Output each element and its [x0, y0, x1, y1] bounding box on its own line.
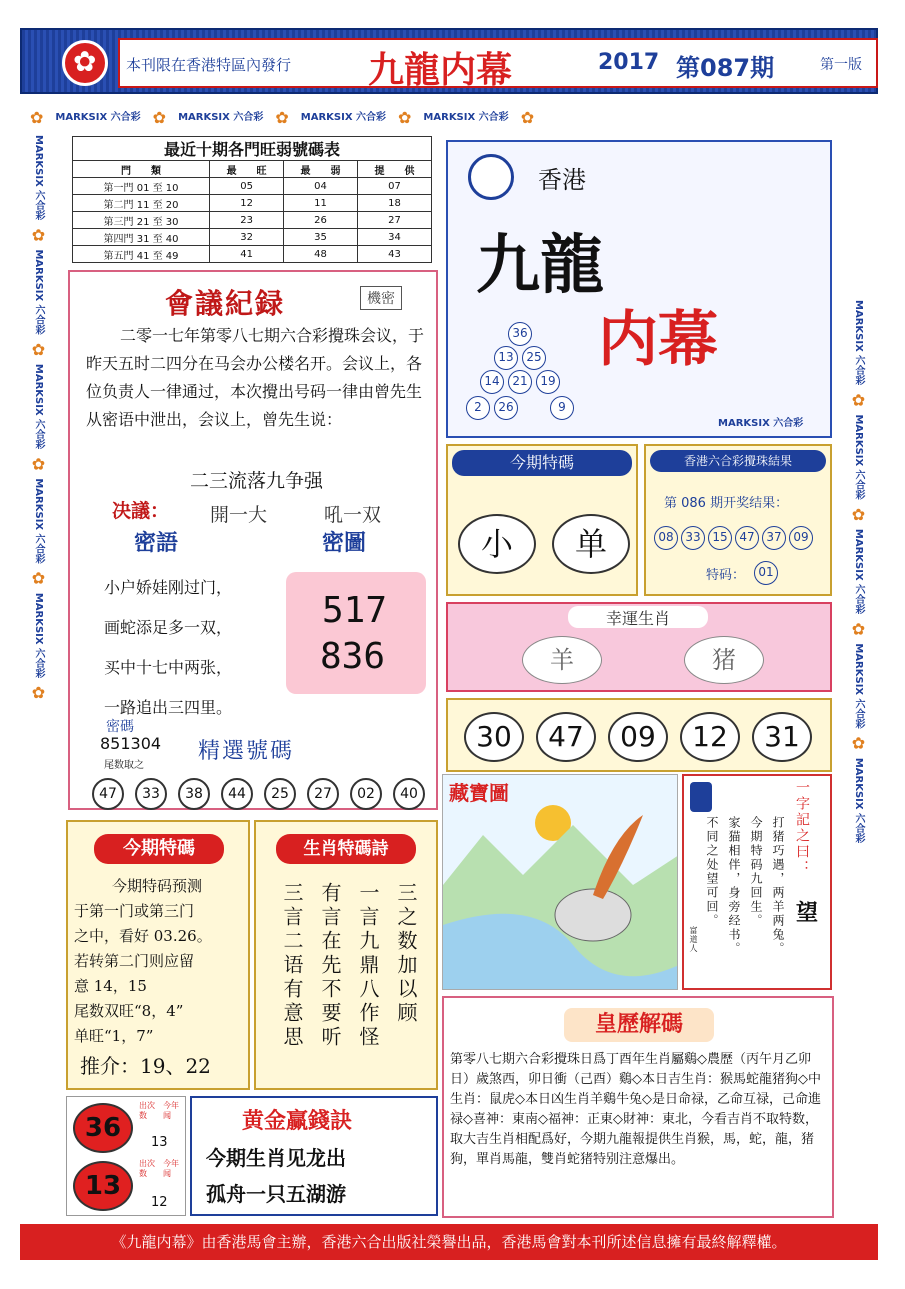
brand-text: MARKSIX 六合彩: [853, 643, 864, 729]
lucky-ball: 09: [608, 712, 668, 762]
special2-text: [74, 874, 250, 1049]
flower-icon: ✿: [29, 683, 48, 703]
pyramid-ball: 14: [480, 370, 504, 394]
poem2-col: 三之数加以顾: [394, 882, 418, 1026]
pyramid-ball: 19: [536, 370, 560, 394]
almanac-panel: [442, 996, 834, 1218]
pyramid-ball: 36: [508, 322, 532, 346]
lucky-ball: 30: [464, 712, 524, 762]
pyramid-ball: 25: [522, 346, 546, 370]
handwritten-line: 836: [320, 636, 386, 677]
table-cell: 27: [358, 212, 432, 229]
special-label: 特码：: [706, 568, 746, 583]
flower-icon: ✿: [29, 454, 48, 474]
number-ball: 44: [221, 778, 253, 810]
table-cell: 第二門 11 至 20: [73, 195, 210, 212]
code-note: 尾数取之: [104, 760, 144, 771]
lamp-icon: [690, 782, 712, 812]
treasure-title: 藏寶圖: [449, 781, 509, 805]
table-cell: 07: [358, 178, 432, 195]
table-cell: 11: [284, 195, 358, 212]
brand-text: MARKSIX 六合彩: [300, 112, 387, 123]
table-cell: 18: [358, 195, 432, 212]
table-cell: 48: [284, 246, 358, 263]
pig-icon: 猪: [712, 646, 736, 674]
oneword-word: 望: [796, 901, 819, 926]
hot-cold-table-panel: [72, 136, 432, 263]
table-header: 門 類: [73, 161, 210, 178]
decision-label: 决議：: [112, 500, 170, 522]
decision-1: 開一大: [210, 504, 268, 526]
brand-text: MARKSIX 六合彩: [33, 478, 44, 564]
count-ball: 36: [73, 1103, 133, 1153]
special2-line: 单旺“1，7”: [74, 1027, 154, 1045]
special-value: 单: [552, 514, 630, 574]
secret-words-label: 密語: [134, 531, 179, 556]
table-cell: 第一門 01 至 10: [73, 178, 210, 195]
almanac-body: 第零八七期六合彩攪珠日爲丁酉年生肖屬鷄◇農歷（丙午月乙卯日）歲煞西，卯日衝（己酉）鷄◇本日吉生肖：猴馬蛇龍猪狗◇中生肖：鼠虎◇本日凶生肖羊鷄牛兔◇是日命禄，乙命互禄，己命進禄◇喜神：東南◇福神：正東◇財神：東北，今看吉肖不取特数，取大吉生肖相配爲好，今期九龍報提供生肖猴，馬，蛇，龍，猪狗，單肖馬龍，雙肖蛇猪特别注意爆出。: [450, 1052, 821, 1167]
poem-line: 买中十七中两张，: [104, 658, 233, 677]
number-ball: 25: [264, 778, 296, 810]
oneword-col: 今期特码九回生。: [749, 816, 763, 928]
poem2-col: 三言二语有意思: [280, 882, 304, 1050]
oneword-panel: [682, 774, 832, 990]
lucky-numbers: [464, 712, 812, 762]
table-cell: 05: [210, 178, 284, 195]
logo-panel: [446, 140, 832, 438]
flower-icon: ✿: [29, 568, 48, 588]
count-ball: 13: [73, 1161, 133, 1211]
flower-icon: ✿: [849, 504, 868, 524]
logo-title-1: 九龍: [476, 228, 604, 303]
flower-icon: ✿: [849, 733, 868, 753]
table-cell: 第三門 21 至 30: [73, 212, 210, 229]
secret-poem: [104, 568, 232, 728]
zodiac-animal: [684, 636, 764, 684]
top-brand-strip: [30, 108, 590, 130]
treasure-panel: [442, 774, 678, 990]
flower-icon: ✿: [29, 225, 48, 245]
oneword-col: 家猫相伴，身旁经书。: [727, 816, 741, 956]
oneword-sign: 富道人: [689, 926, 698, 953]
code-label: 密碼: [106, 719, 134, 735]
special2-line: 意 14，15: [74, 977, 147, 995]
brand-text: MARKSIX 六合彩: [55, 112, 141, 123]
lucky-ball: 12: [680, 712, 740, 762]
result-numbers: [654, 526, 813, 550]
meeting-quote: 二三流落九争强: [190, 470, 324, 492]
zodiac-panel: [446, 602, 832, 692]
decision-2: 吼一双: [324, 504, 382, 526]
number-ball: 40: [393, 778, 425, 810]
zodiac-animal: [522, 636, 602, 684]
result-subtitle: 第 086 期开奖结果：: [664, 496, 789, 511]
brand-text: MARKSIX 六合彩: [853, 300, 864, 386]
header-issue: 第087期: [676, 54, 775, 82]
rock-icon: [555, 889, 631, 941]
goat-icon: 羊: [550, 646, 574, 674]
header-edition: 第一版: [820, 57, 862, 73]
brand-text: MARKSIX 六合彩: [33, 135, 44, 221]
special2-line: 于第一门或第三门: [74, 902, 195, 920]
result-ball: 09: [789, 526, 813, 550]
poem2-panel: [254, 820, 438, 1090]
poem-line: 画蛇添足多一双，: [104, 618, 233, 637]
gold-line: 孤舟一只五湖游: [206, 1182, 346, 1206]
poem2-col: 一言九鼎八作怪: [356, 882, 380, 1050]
handwritten-line: 517: [322, 590, 388, 631]
table-title: 最近十期各門旺弱號碼表: [73, 137, 432, 161]
pyramid-ball: 26: [494, 396, 518, 420]
meeting-panel: [68, 270, 438, 810]
header-title: 九龍内幕: [368, 49, 513, 91]
count-label: 出次数: [139, 1159, 155, 1178]
logo-title-2: 内幕: [598, 305, 718, 375]
pyramid-ball: 13: [494, 346, 518, 370]
table-cell: 43: [358, 246, 432, 263]
table-header: 最 旺: [210, 161, 284, 178]
hk-emblem-icon: [62, 40, 108, 86]
secret-tag: 機密: [360, 286, 402, 310]
pyramid-ball: 21: [508, 370, 532, 394]
number-ball: 27: [307, 778, 339, 810]
table-cell: 26: [284, 212, 358, 229]
almanac-title: 皇歷解碼: [564, 1008, 714, 1042]
gold-title: 黄金赢錢訣: [242, 1108, 353, 1134]
result-panel: [644, 444, 832, 596]
table-row: [73, 229, 432, 246]
special-title: 今期特碼: [452, 450, 632, 476]
flower-icon: ✿: [520, 108, 535, 127]
table-row: [73, 212, 432, 229]
table-cell: 41: [210, 246, 284, 263]
left-brand-strip: [28, 135, 48, 1215]
special-value: 小: [458, 514, 536, 574]
table-cell: 04: [284, 178, 358, 195]
result-title: 香港六合彩攪珠結果: [650, 450, 826, 472]
table-cell: 23: [210, 212, 284, 229]
oneword-col: 打猪巧遇，两羊两兔。: [771, 816, 785, 956]
lucky-ball: 31: [752, 712, 812, 762]
poem2-col: 有言在先不要听: [318, 882, 342, 1050]
logo-emblem-icon: [468, 154, 514, 200]
brand-text: MARKSIX 六合彩: [423, 112, 509, 123]
secret-map-label: 密圖: [322, 531, 367, 556]
table-cell: 34: [358, 229, 432, 246]
count-value: 13: [151, 1135, 168, 1150]
select-numbers: [92, 778, 425, 810]
table-row: [73, 178, 432, 195]
count-value: 12: [151, 1195, 168, 1210]
flower-icon: ✿: [29, 339, 48, 359]
code-value: 851304: [100, 734, 162, 753]
logo-brand: MARKSIX 六合彩: [718, 418, 804, 429]
special2-recommend: 推介：19、22: [80, 1054, 211, 1078]
gold-line: 今期生肖见龙出: [206, 1146, 346, 1170]
special2-line: 今期特码预测: [112, 877, 203, 895]
table-row: [73, 195, 432, 212]
oneword-title: 一字記之曰：: [794, 780, 810, 876]
brand-text: MARKSIX 六合彩: [853, 414, 864, 500]
logo-text-top: 香港: [538, 166, 586, 194]
header-bar: [20, 28, 878, 94]
poem2-title: 生肖特碼詩: [276, 834, 416, 864]
flower-icon: ✿: [398, 108, 412, 127]
meeting-body: 二零一七年第零八七期六合彩攪珠会议，于昨天五时二四分在马会办公楼名开。会议上，各位负责人一律通过，本次攪出号码一律由曾先生从密语中泄出，会议上，曾先生说：: [86, 326, 425, 429]
result-ball: 33: [681, 526, 705, 550]
count-label: 出次数: [139, 1101, 155, 1120]
table-cell: 32: [210, 229, 284, 246]
gold-panel: [190, 1096, 438, 1216]
brand-text: MARKSIX 六合彩: [178, 112, 264, 123]
special-panel: [446, 444, 638, 596]
poem-line: 一路追出三四里。: [104, 698, 233, 717]
brand-text: MARKSIX 六合彩: [853, 528, 864, 615]
number-ball: 47: [92, 778, 124, 810]
flower-icon: ✿: [152, 108, 167, 127]
result-ball: 47: [735, 526, 759, 550]
table-cell: 第五門 41 至 49: [73, 246, 210, 263]
result-ball: 15: [708, 526, 732, 550]
special2-line: 若转第二门则应留: [74, 952, 195, 970]
brand-text: MARKSIX 六合彩: [33, 592, 44, 679]
special2-panel: [66, 820, 250, 1090]
oneword-col: 不同之处望可回。: [705, 816, 719, 928]
right-brand-strip: [848, 300, 868, 1220]
number-ball: 33: [135, 778, 167, 810]
header-notice: 本刊限在香港特區內發行: [126, 56, 292, 74]
count-label: 今年闻: [163, 1101, 179, 1120]
ball-pyramid: [458, 318, 588, 434]
hot-cold-table: [72, 136, 432, 263]
meeting-title: 會議紀録: [165, 287, 286, 320]
flower-icon: ✿: [30, 108, 44, 127]
special2-title: 今期特碼: [94, 834, 224, 864]
poem-line: 小户娇娃刚过门，: [104, 578, 233, 597]
pyramid-ball: 9: [550, 396, 574, 420]
lucky-ball: 47: [536, 712, 596, 762]
table-header: 提 供: [358, 161, 432, 178]
number-ball: 38: [178, 778, 210, 810]
flower-icon: ✿: [275, 108, 289, 127]
secret-map-card: [286, 572, 426, 694]
table-cell: 第四門 31 至 40: [73, 229, 210, 246]
special2-line: 尾数双旺“8，4”: [74, 1002, 184, 1020]
table-cell: 35: [284, 229, 358, 246]
pyramid-ball: 2: [466, 396, 490, 420]
table-row: [73, 246, 432, 263]
flower-icon: ✿: [849, 619, 868, 639]
treasure-illustration: [443, 775, 678, 990]
result-ball: 37: [762, 526, 786, 550]
table-header: 最 弱: [284, 161, 358, 178]
count-label: 今年闻: [163, 1159, 179, 1178]
brand-text: MARKSIX 六合彩: [33, 363, 44, 450]
header-year: 2017: [598, 50, 660, 75]
number-ball: 02: [350, 778, 382, 810]
zodiac-title: 幸運生肖: [568, 606, 708, 628]
flower-icon: ✿: [849, 390, 868, 410]
special2-line: 之中，看好 03.26。: [74, 927, 212, 945]
special-ball: 01: [754, 561, 778, 585]
table-cell: 12: [210, 195, 284, 212]
counts-panel: [66, 1096, 186, 1216]
header-strip: [118, 38, 878, 91]
footer-bar: 《九龍内幕》由香港馬會主辦，香港六合出版社榮譽出品，香港馬會對本刊所述信息擁有最終解釋權。: [20, 1224, 878, 1260]
brand-text: MARKSIX 六合彩: [853, 757, 864, 844]
select-label: 精選號碼: [198, 739, 295, 764]
result-ball: 08: [654, 526, 678, 550]
brand-text: MARKSIX 六合彩: [33, 249, 44, 335]
lucky-panel: [446, 698, 832, 772]
